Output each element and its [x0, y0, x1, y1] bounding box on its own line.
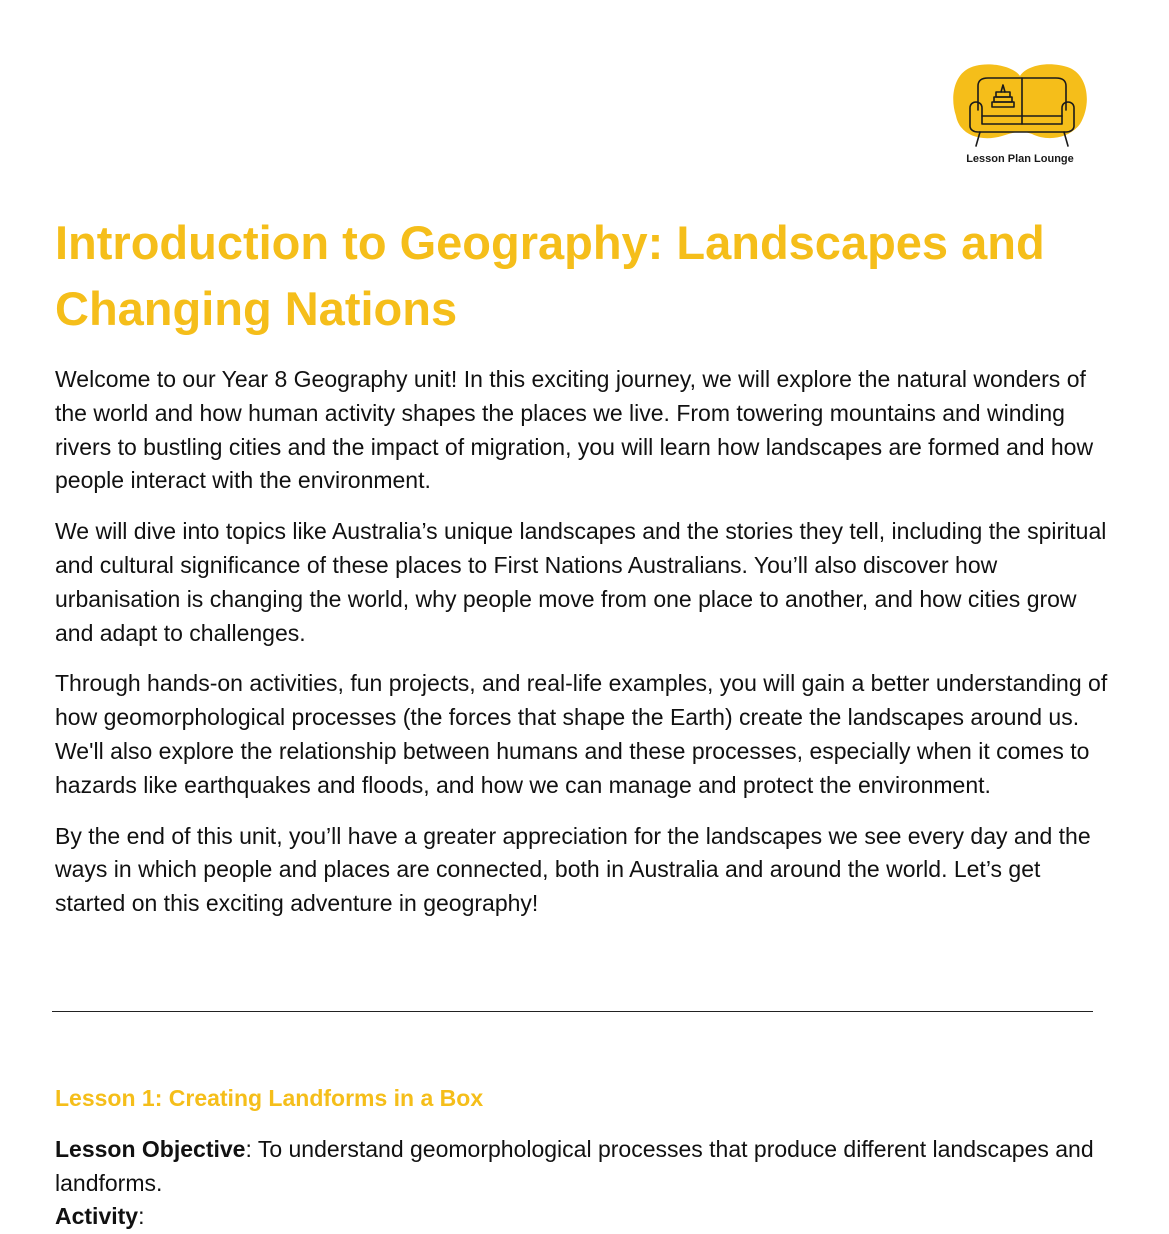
intro-paragraph: Through hands-on activities, fun projects, and real-life examples, you will gain a better understanding of how geomorphological processes (the forces that shape the Earth) create the landscapes around us. We'll also explore the relationship between humans and these processes, especially when it comes to hazards like earthquakes and floods, and how we can manage and protect the environment.: [55, 670, 1108, 798]
intro-section: [55, 363, 1115, 938]
objective-label: Lesson Objective: [55, 1136, 246, 1162]
intro-paragraph: We will dive into topics like Australia’s unique landscapes and the stories they tell, including the spiritual and cultural significance of these places to First Nations Australians. You’ll also discover how urbanisation is changing the world, why people move from one place to another, and how cities grow and adapt to challenges.: [55, 518, 1107, 646]
brand-name: Lesson Plan Lounge: [966, 153, 1074, 165]
lesson-heading: Lesson 1: Creating Landforms in a Box: [55, 1085, 484, 1111]
objective-text: To understand geomorphological processes that produce different landscapes and landforms.: [55, 1136, 1094, 1196]
section-divider: [52, 1011, 1093, 1012]
page-title: Introduction to Geography: Landscapes and Changing Nations: [55, 216, 1045, 335]
lesson-objective: [55, 1133, 1115, 1201]
activity-separator: :: [138, 1203, 145, 1229]
activity-label: Activity: [55, 1203, 139, 1229]
lesson-activity: [55, 1200, 144, 1234]
sofa-with-books-icon: [952, 62, 1088, 150]
objective-separator: :: [245, 1136, 252, 1162]
intro-paragraph: Welcome to our Year 8 Geography unit! In this exciting journey, we will explore the natural wonders of the world and how human activity shapes the places we live. From towering mountains and winding rivers to bustling cities and the impact of migration, you will learn how landscapes are formed and how people interact with the environment.: [55, 366, 1094, 494]
brand-logo: [948, 62, 1092, 172]
intro-paragraph: By the end of this unit, you’ll have a greater appreciation for the landscapes we see every day and the ways in which people and places are connected, both in Australia and around the world. Let’s get started on this exciting adventure in geography!: [55, 822, 1091, 917]
